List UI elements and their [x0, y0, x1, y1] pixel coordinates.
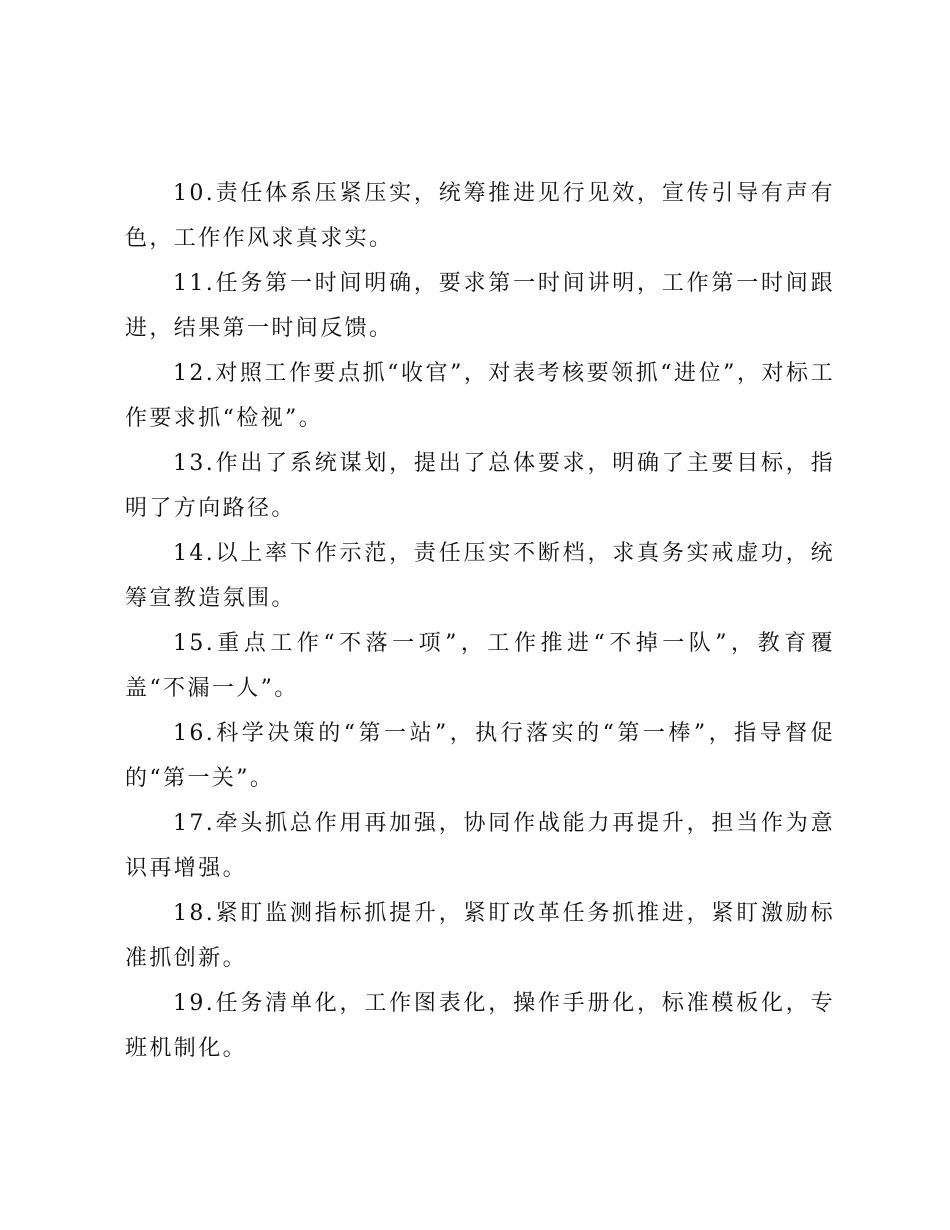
paragraph-12: 12.对照工作要点抓“收官”，对表考核要领抓“进位”，对标工作要求抓“检视”。 — [125, 361, 835, 431]
paragraph-13: 13.作出了系统谋划，提出了总体要求，明确了主要目标，指明了方向路径。 — [125, 451, 835, 521]
paragraph-17: 17.牵头抓总作用再加强，协同作战能力再提升，担当作为意识再增强。 — [125, 811, 835, 881]
paragraph-18: 18.紧盯监测指标抓提升，紧盯改革任务抓推进，紧盯激励标准抓创新。 — [125, 901, 835, 971]
paragraph-15: 15.重点工作“不落一项”，工作推进“不掉一队”，教育覆盖“不漏一人”。 — [125, 631, 835, 701]
paragraph-19: 19.任务清单化，工作图表化，操作手册化，标准模板化，专班机制化。 — [125, 991, 835, 1061]
paragraph-11: 11.任务第一时间明确，要求第一时间讲明，工作第一时间跟进，结果第一时间反馈。 — [125, 271, 835, 341]
paragraph-16: 16.科学决策的“第一站”，执行落实的“第一棒”，指导督促的“第一关”。 — [125, 721, 835, 791]
paragraph-10: 10.责任体系压紧压实，统筹推进见行见效，宣传引导有声有色，工作作风求真求实。 — [125, 181, 835, 251]
document-body — [125, 171, 835, 1071]
paragraph-14: 14.以上率下作示范，责任压实不断档，求真务实戒虚功，统筹宣教造氛围。 — [125, 541, 835, 611]
